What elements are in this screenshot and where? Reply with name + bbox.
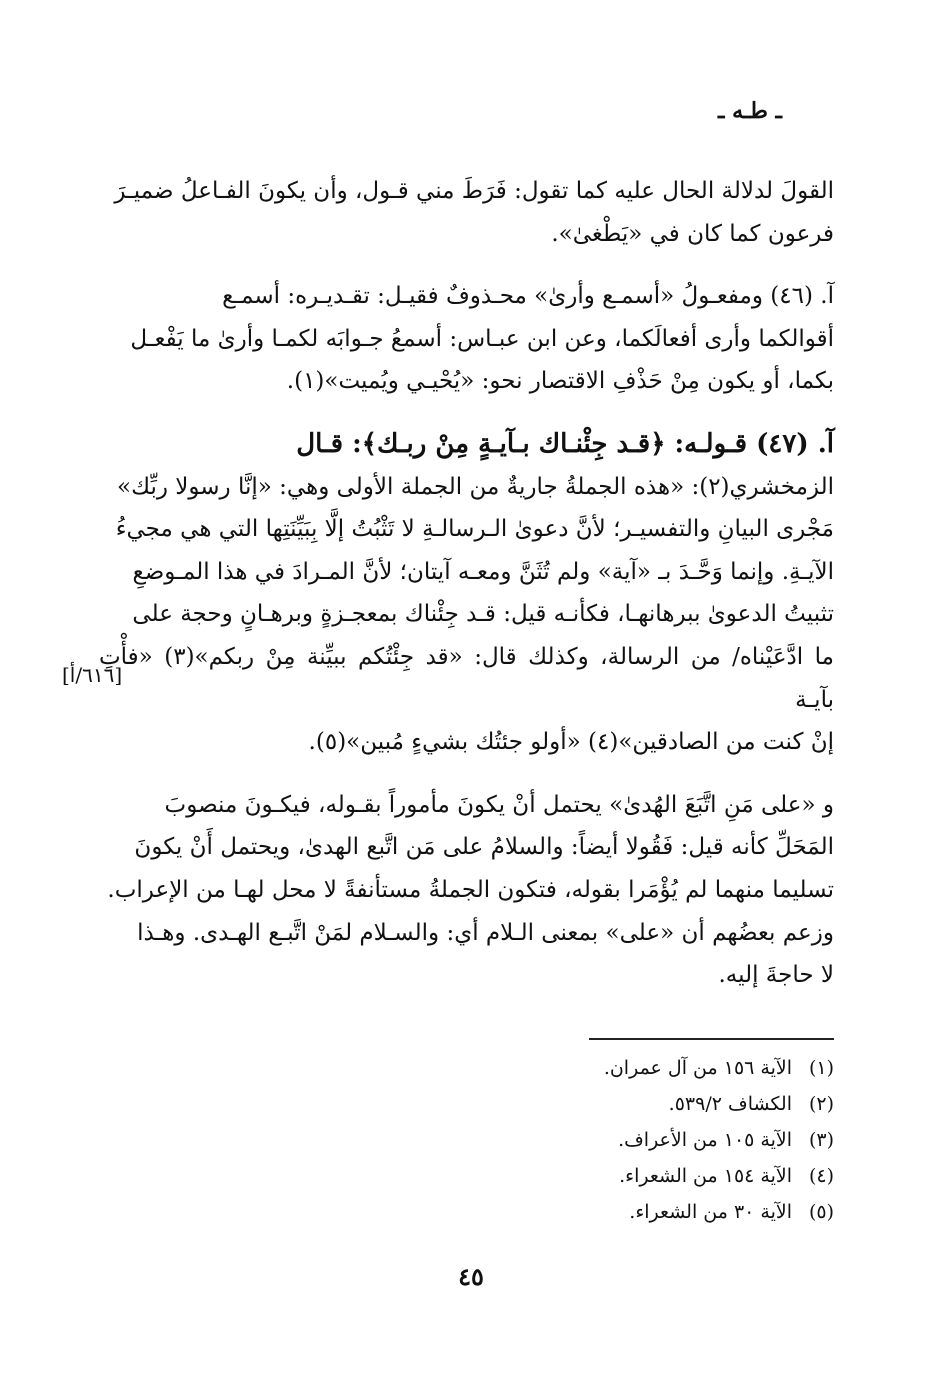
footnotes [434,1050,834,1230]
text-line: إنْ كنت من الصادقين»(٤) «أولو جئتُك بشيءٍ مُبين»(٥). [308,729,834,756]
footnote-text: الكشاف ٥٣٩/٢. [668,1093,792,1115]
footnote-text: الآية ١٠٥ من الأعراف. [618,1129,792,1151]
footnote-number: (٣) [808,1129,834,1151]
footnote-number: (٥) [808,1201,834,1223]
text-line: فرعون كما كان في «يَطْغىٰ». [551,220,834,247]
footnote-number: (٢) [808,1093,834,1115]
footnote-text: الآية ٣٠ من الشعراء. [629,1201,792,1223]
text-line: الزمخشري(٢): «هذه الجملةُ جاريةٌ من الجملة الأولى وهي: «إنَّا رسولا ربِّك» [117,473,834,500]
footnote-text: الآية ١٥٤ من الشعراء. [619,1165,792,1187]
footnote-item [434,1122,834,1158]
text-line: الآيـةِ. وإنما وَحَّـدَ بـ «آية» ولم تُثَنَّ ومعـه آيتان؛ لأنَّ المـرادَ في هذا المـوضعِ [132,558,834,585]
footnote-item [434,1158,834,1194]
heading-suffix: : قـال [296,428,362,459]
main-text [99,170,834,1017]
footnote-item [434,1086,834,1122]
text-line: أقوالكما وأرى أفعالَكما، وعن ابن عبـاس: أسمعُ جـوابَه لكمـا وأرىٰ ما يَفْعـل [130,325,834,352]
footnote-text: الآية ١٥٦ من آل عمران. [603,1057,792,1079]
footnote-item [434,1194,834,1230]
text-line: و «على مَنِ اتَّبَعَ الهُدىٰ» يحتمل أنْ يكونَ مأموراً بقـوله، فيكـونَ منصوبَ [164,791,834,818]
text-line: بكما، أو يكون مِنْ حَذْفِ الاقتصار نحو: «يُحْيـي ويُميت»(١). [286,368,834,395]
footnote-divider [589,1038,834,1040]
text-line: لا حاجةَ إليه. [718,962,834,989]
footnote-number: (١) [808,1057,834,1079]
text-line: القولَ لدلالة الحال عليه كما تقول: فَرَطَ مني قـول، وأن يكونَ الفـاعلُ ضميـرَ [114,178,834,204]
paragraph-1 [99,170,834,255]
paragraph-ayah-46 [99,275,834,403]
paragraph-huda [99,784,834,997]
text-line: وزعم بعضُهم أن «على» بمعنى الـلام أي: والسـلام لمَنْ اتَّبـع الهـدى. وهـذا [137,919,834,946]
running-title: ـ طـه ـ [718,98,782,124]
manuscript-folio-ref: [٦١٦/أ] [62,663,123,687]
footnote-number: (٤) [808,1165,834,1187]
footnote-item [434,1050,834,1086]
quran-quote: ﴿قـد جِئْنـاك بـآيـةٍ مِنْ ربـك﴾ [361,428,666,459]
text-line: مَجْرى البيانِ والتفسيـر؛ لأنَّ دعوىٰ الـرسالـةِ لا تَثْبُتُ إلَّا بِبَيِّنَتِها التي هي مجيءُ [115,516,834,543]
text-line: ما ادَّعَيْناه/ من الرسالة، وكذلك قال: «قد جِئْتُكم ببيِّنة مِنْ ربكم»(٣) «فأْتِ بآيـة [99,643,834,713]
heading-prefix: آ. (٤٧) قـولـه: [665,428,834,459]
text-line: تثبيتُ الدعوىٰ ببرهانهـا، فكأنـه قيل: قـد جِئْناك بمعجـزةٍ وبرهـانٍ وحجة على [132,601,834,628]
text-line: تسليما منهما لم يُؤْمَرا بقوله، فتكون الجملةُ مستأنفةً لا محل لهـا من الإعراب. [107,876,834,903]
section-heading [99,423,834,466]
paragraph-ayah-47 [99,423,834,764]
text-line: آ. (٤٦) ومفعـولُ «أسمـع وأرىٰ» محـذوفٌ فقيـل: تقـديـره: أسمـع [222,283,834,310]
text-line: المَحَلِّ كأنه قيل: فَقُولا أيضاً: والسلامُ على مَن اتَّبع الهدىٰ، ويحتمل أَنْ يكونَ [134,834,834,861]
page-number: ٤٥ [458,1262,484,1291]
